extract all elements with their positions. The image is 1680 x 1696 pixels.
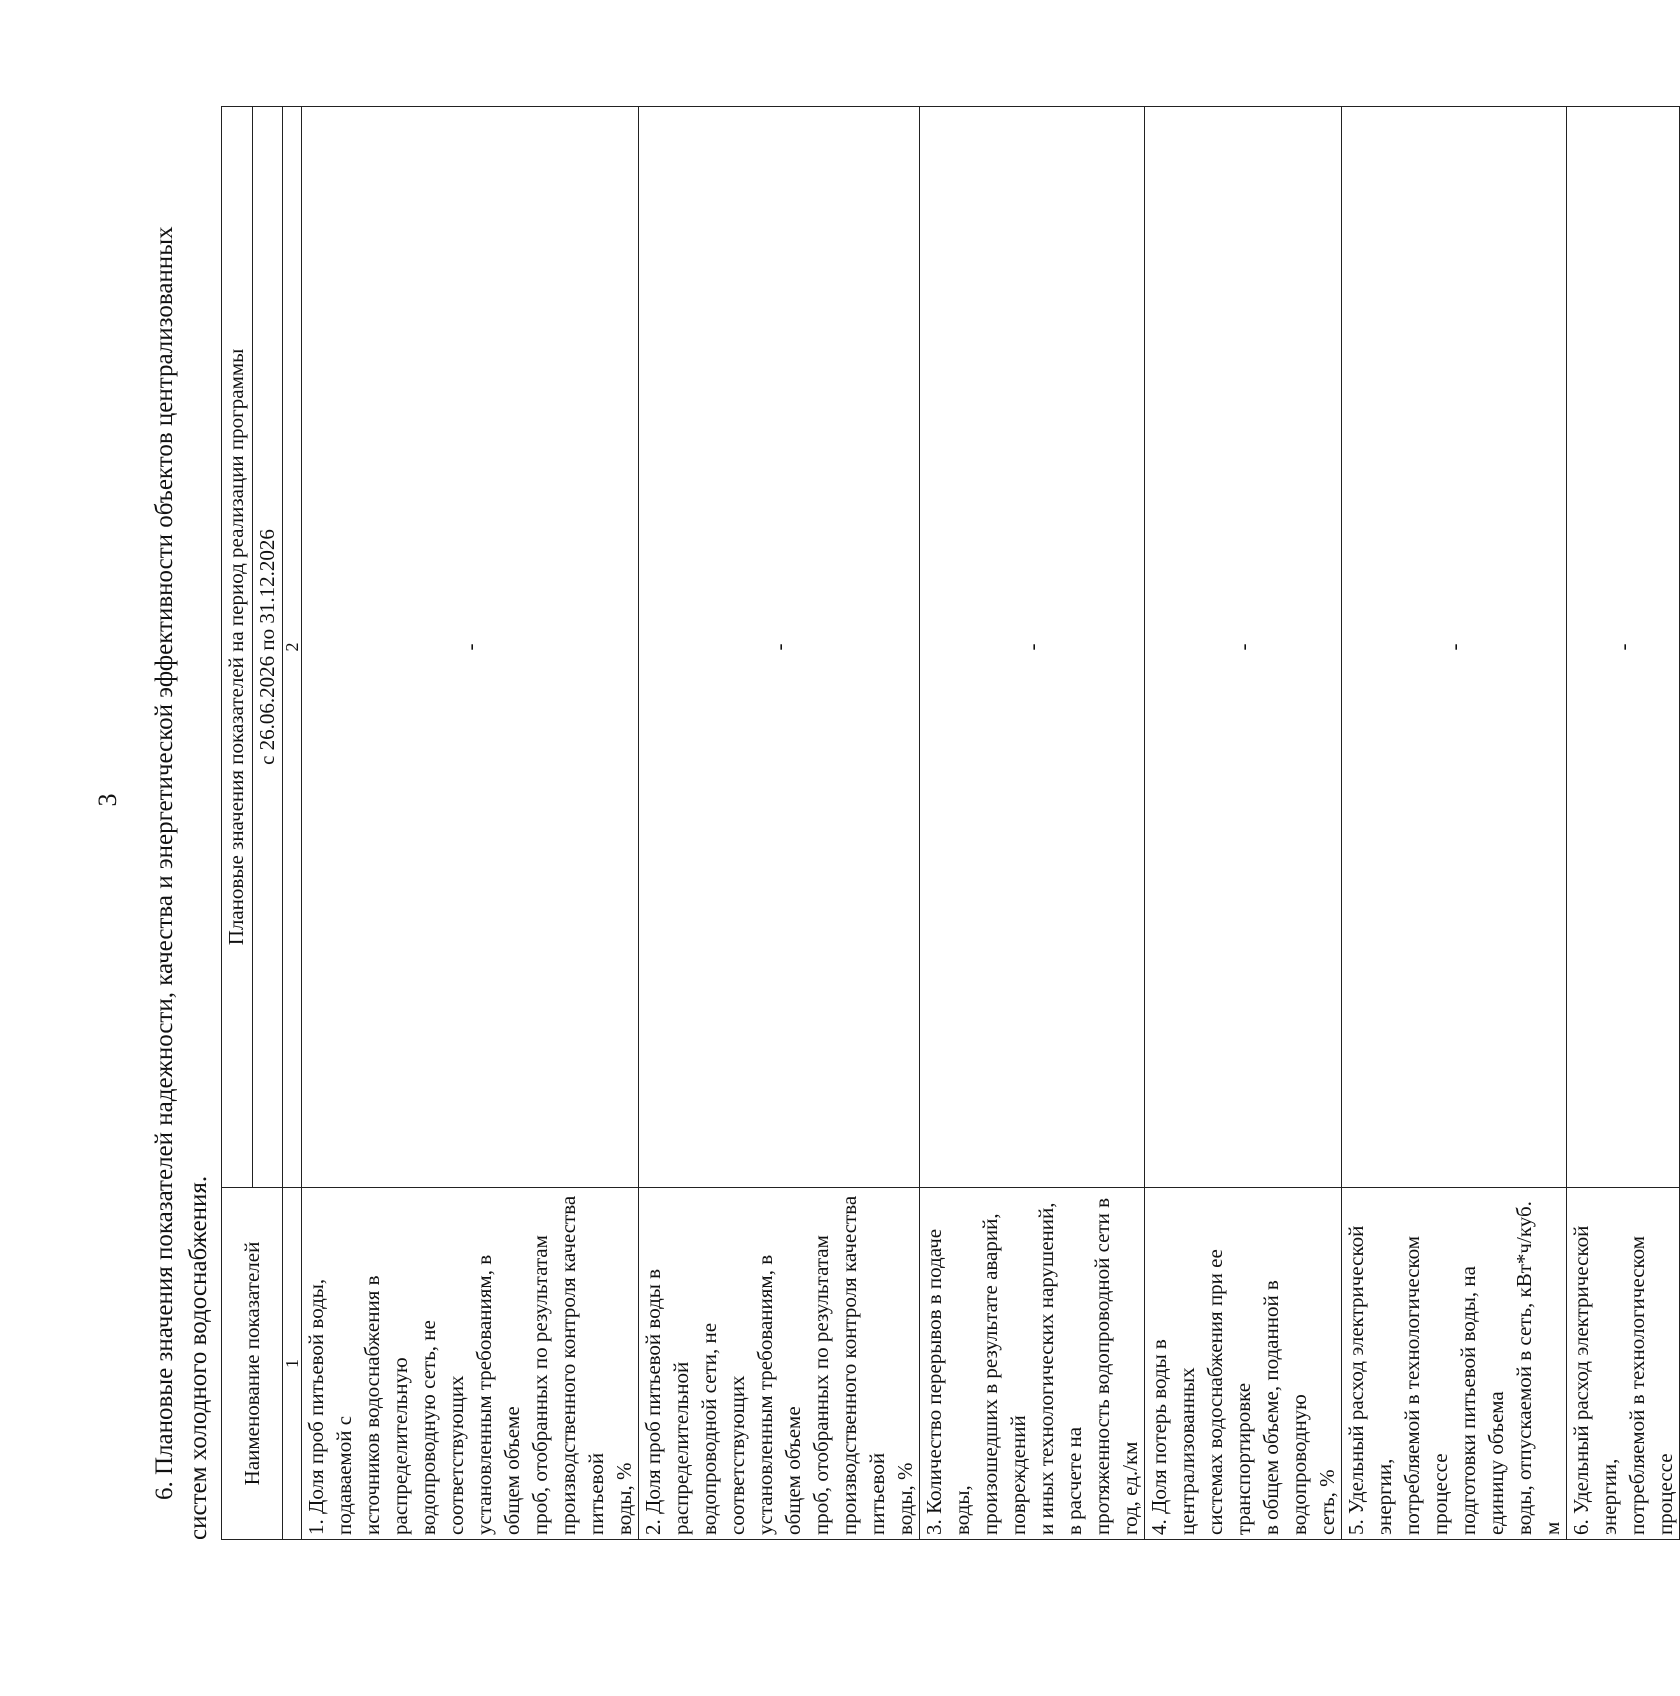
indicator-name-6: 6. Удельный расход электрической энергии, потребляемой в технологическом процессе (1567, 1188, 1680, 1540)
table-row (639, 107, 920, 1540)
section-heading (148, 65, 216, 1540)
rotated-content (148, 65, 1677, 1540)
table-header-row (222, 107, 253, 1540)
table-numbering-row (283, 107, 302, 1540)
page-number: 3 (93, 793, 122, 807)
heading-line-2: систем холодного водоснабжения. (185, 1175, 212, 1540)
indicator-name-2: 2. Доля проб питьевой воды в распределительной водопроводной сети, не соответствующих установленным требованиям, в общем объеме проб, отобранных по результатам производственного контроля качества питьевой воды, % (639, 1188, 920, 1540)
heading-line-1: 6. Плановые значения показателей надежности, качества и энергетической эффективности объектов централизованных (151, 226, 178, 1500)
table-row (1567, 107, 1680, 1540)
indicator-name-1: 1. Доля проб питьевой воды, подаваемой с источников водоснабжения в распределительную водопроводную сеть, не соответствующих установленным требованиям, в общем объеме проб, отобранных по результатам производственного контроля качества питьевой воды, % (302, 1188, 639, 1540)
table-row (920, 107, 1145, 1540)
indicator-value-1: - (302, 107, 639, 1188)
col2-header (222, 107, 253, 1188)
indicator-name-5: 5. Удельный расход электрической энергии, потребляемой в технологическом процессе подготовки питьевой воды, на единицу объема воды, отпускаемой в сеть, кВт*ч/куб. м (1342, 1188, 1567, 1540)
col1-number: 1 (283, 1188, 302, 1540)
indicator-value-3: - (920, 107, 1145, 1188)
table-row (1342, 107, 1567, 1540)
indicators-table (221, 106, 1680, 1540)
indicator-value-2: - (639, 107, 920, 1188)
col2-number: 2 (283, 107, 302, 1188)
period-cell (253, 107, 283, 1188)
indicator-value-5: - (1342, 107, 1567, 1188)
col2-header-text: Плановые значения показателей на период реализации программы (224, 348, 248, 946)
indicator-value-6: - (1567, 107, 1680, 1188)
indicator-name-4: 4. Доля потерь воды в централизованных системах водоснабжения при ее транспортировке в общем объеме, поданной в водопроводную сеть, % (1145, 1188, 1342, 1540)
table-row (302, 107, 639, 1540)
period-text: с 26.06.2026 по 31.12.2026 (255, 529, 279, 765)
indicator-name-3: 3. Количество перерывов в подаче воды, произошедших в результате аварий, повреждений и иных технологических нарушений, в расчете на протяженность водопроводной сети в год, ед./км (920, 1188, 1145, 1540)
table-row (1145, 107, 1342, 1540)
indicator-value-4: - (1145, 107, 1342, 1188)
col1-header (222, 1188, 283, 1540)
col1-header-text: Наименование показателей (240, 1241, 264, 1486)
